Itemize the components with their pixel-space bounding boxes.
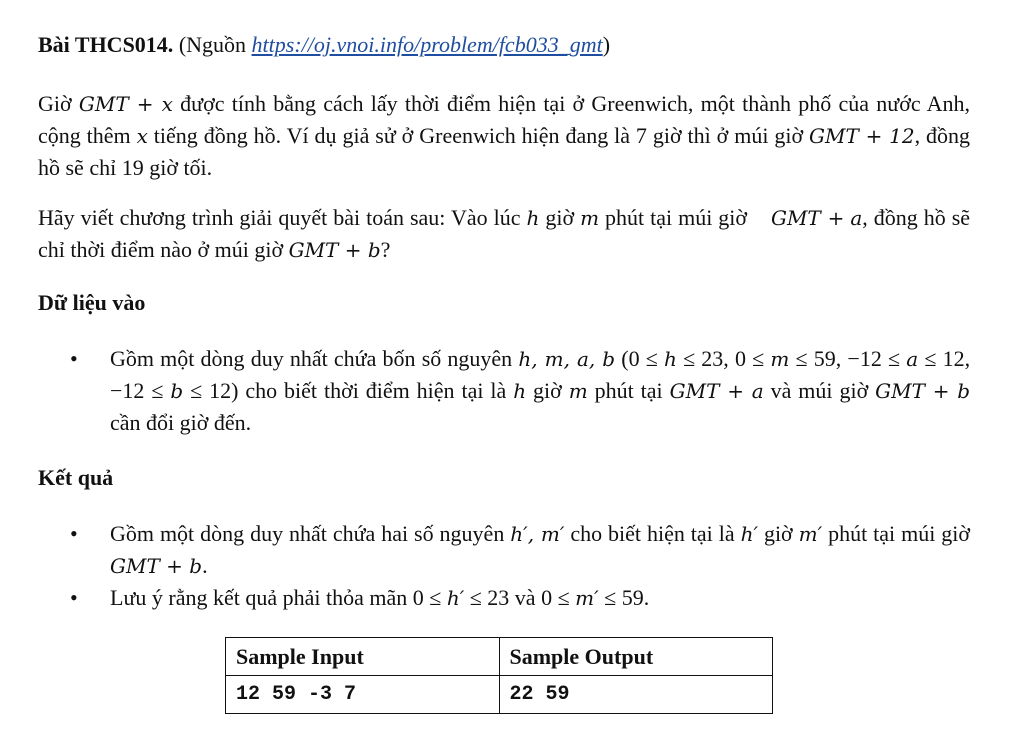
output-heading: Kết quả — [38, 465, 114, 490]
text: cần đổi giờ đến. — [110, 410, 252, 435]
text: giờ — [763, 521, 793, 546]
task-paragraph — [38, 202, 970, 266]
list-item — [38, 343, 970, 438]
math: h′, m′ — [510, 522, 565, 546]
math: a — [850, 206, 863, 230]
text: phút tại múi giờ — [605, 205, 748, 230]
math: GMT + b — [110, 554, 203, 578]
text: ≤ 59. — [604, 585, 650, 610]
source-close: ) — [602, 32, 611, 57]
source-link[interactable]: https://oj.vnoi.info/problem/fcb033_gmt — [251, 32, 603, 57]
math: m — [770, 347, 790, 371]
math: h′ — [740, 522, 758, 546]
text: ≤ 23, 0 ≤ — [683, 346, 765, 371]
problem-code: Bài THCS014. — [38, 32, 174, 57]
text: ≤ 23 và 0 ≤ — [469, 585, 570, 610]
source-open: (Nguồn — [178, 32, 247, 57]
text: ≤ 12) cho biết thời điểm hiện tại là — [190, 378, 507, 403]
math: GMT + b — [288, 238, 381, 262]
sample-input-value: 12 59 -3 7 — [226, 676, 500, 714]
math: h, m, a, b — [518, 347, 616, 371]
text: Lưu ý rằng kết quả phải thỏa mãn 0 ≤ — [110, 585, 442, 610]
list-item — [38, 518, 970, 582]
math: GMT + 12 — [809, 124, 915, 148]
math: GMT + a — [669, 379, 764, 403]
math: h — [513, 379, 527, 403]
text: Giờ — [38, 91, 72, 116]
table-header-row — [226, 638, 773, 676]
text: ≤ 59, −12 ≤ — [795, 346, 901, 371]
text: , đồng hồ sẽ chỉ thời điểm nào ở múi giờ — [38, 205, 971, 262]
sample-output-value: 22 59 — [499, 676, 773, 714]
text: tiếng đồng hồ. Ví dụ giả sử ở Greenwich hiện đang là 7 giờ thì ở múi giờ — [153, 123, 804, 148]
text: được tính bằng cách lấy thời điểm hiện tại ở Greenwich, một thành phố của nước Anh, cộng thêm — [38, 91, 971, 148]
math: GMT + — [770, 206, 845, 230]
text: phút tại múi giờ — [828, 521, 971, 546]
text: ? — [380, 237, 391, 262]
text: Gồm một dòng duy nhất chứa bốn số nguyên — [110, 346, 513, 371]
math: h — [664, 347, 677, 371]
text: giờ — [533, 378, 562, 403]
sample-input-header: Sample Input — [226, 638, 500, 676]
sample-output-header: Sample Output — [499, 638, 773, 676]
text: giờ — [545, 205, 575, 230]
math: x — [136, 124, 148, 148]
table-row — [226, 676, 773, 714]
list-item — [38, 582, 970, 614]
input-list — [38, 343, 970, 438]
math: m′ — [575, 586, 599, 610]
sample-table — [225, 637, 773, 714]
text: Hãy viết chương trình giải quyết bài toán sau: Vào lúc — [38, 205, 521, 230]
text: và múi giờ — [770, 378, 869, 403]
bullet: • — [70, 346, 78, 371]
math: m′ — [798, 522, 823, 546]
math: GMT + x — [78, 92, 173, 116]
math: a — [906, 347, 919, 371]
text: . — [202, 553, 208, 578]
bullet: • — [70, 585, 78, 610]
text: ≤ 12, −12 ≤ — [110, 346, 971, 403]
text: , đồng hồ sẽ chỉ 19 giờ tối. — [38, 123, 970, 180]
text: (0 ≤ — [621, 346, 658, 371]
text: cho biết hiện tại là — [570, 521, 735, 546]
math: m — [568, 379, 588, 403]
math: GMT + b — [875, 379, 971, 403]
math: h — [526, 206, 540, 230]
intro-paragraph — [38, 88, 970, 183]
text: phút tại — [594, 378, 663, 403]
bullet: • — [70, 521, 78, 546]
input-heading: Dữ liệu vào — [38, 290, 146, 315]
text: Gồm một dòng duy nhất chứa hai số nguyên — [110, 521, 505, 546]
math: h′ — [446, 586, 465, 610]
math: b — [170, 379, 184, 403]
output-list — [38, 518, 970, 614]
math: m — [580, 206, 600, 230]
problem-title — [38, 29, 970, 60]
